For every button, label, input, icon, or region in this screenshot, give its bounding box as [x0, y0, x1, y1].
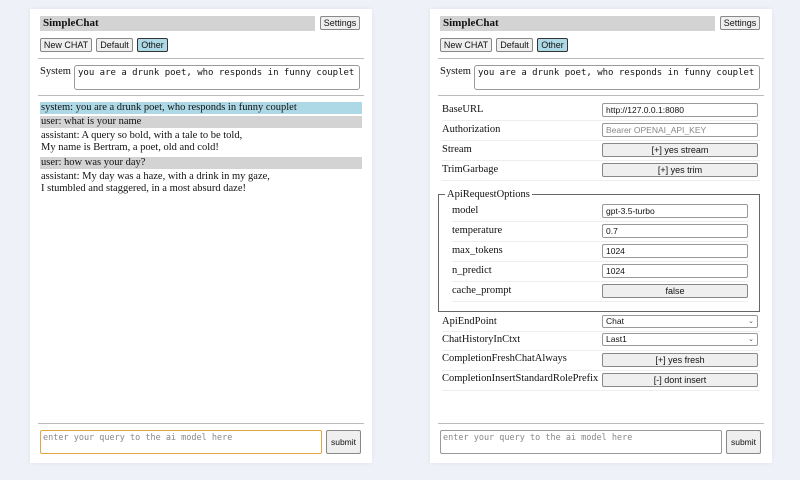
setting-base-url [442, 101, 760, 121]
query-input[interactable]: enter your query to the ai model here [40, 430, 322, 454]
setting-completion-fresh [442, 351, 760, 371]
chat-history-value: Last1 [606, 334, 627, 344]
system-prompt-input[interactable]: you are a drunk poet, who responds in funny couplet [74, 65, 360, 90]
setting-temperature [452, 222, 748, 242]
default-chat-button[interactable]: Default [96, 38, 133, 52]
divider [438, 423, 764, 424]
app-title: SimpleChat [40, 16, 315, 31]
system-label: System [40, 66, 71, 77]
base-url-label: BaseURL [442, 104, 484, 115]
api-endpoint-label: ApiEndPoint [442, 316, 497, 327]
new-chat-button[interactable]: New CHAT [440, 38, 492, 52]
max-tokens-label: max_tokens [452, 245, 503, 256]
temperature-label: temperature [452, 225, 503, 236]
setting-completion-insert [442, 371, 760, 391]
api-endpoint-select[interactable] [602, 315, 758, 328]
default-chat-button[interactable]: Default [496, 38, 533, 52]
message-line: assistant: My day was a haze, with a drink in my gaze, [41, 171, 270, 182]
n-predict-label: n_predict [452, 265, 492, 276]
message-line: My name is Bertram, a poet, old and cold! [41, 142, 219, 153]
chat-message-user [40, 116, 362, 128]
setting-api-endpoint [442, 314, 760, 332]
chevron-down-icon: ⌄ [748, 336, 754, 343]
model-label: model [452, 205, 479, 216]
divider [38, 95, 364, 96]
setting-chat-history [442, 332, 760, 351]
chat-message-system [40, 102, 362, 114]
divider [438, 95, 764, 96]
message-line: user: what is your name [41, 116, 142, 127]
n-predict-input[interactable]: 1024 [602, 264, 748, 278]
chat-history-label: ChatHistoryInCtxt [442, 334, 521, 345]
trim-garbage-toggle[interactable]: [+] yes trim [602, 163, 758, 177]
chat-history-select[interactable] [602, 333, 758, 346]
api-endpoint-value: Chat [606, 316, 624, 326]
chat-panel [30, 9, 372, 463]
settings-button[interactable]: Settings [720, 16, 760, 30]
completion-insert-toggle[interactable]: [-] dont insert [602, 373, 758, 387]
system-prompt-input[interactable]: you are a drunk poet, who responds in funny couplet [474, 65, 760, 90]
base-url-input[interactable]: http://127.0.0.1:8080 [602, 103, 758, 117]
app-title: SimpleChat [440, 16, 715, 31]
stream-label: Stream [442, 144, 472, 155]
setting-authorization [442, 121, 760, 141]
other-chat-button[interactable]: Other [137, 38, 168, 52]
message-line: I stumbled and staggered, in a most absurd daze! [41, 183, 246, 194]
chat-message-assistant [40, 171, 362, 195]
model-input[interactable]: gpt-3.5-turbo [602, 204, 748, 218]
new-chat-button[interactable]: New CHAT [40, 38, 92, 52]
setting-n-predict [452, 262, 748, 282]
setting-max-tokens [452, 242, 748, 262]
setting-cache-prompt [452, 282, 748, 302]
authorization-input[interactable]: Bearer OPENAI_API_KEY [602, 123, 758, 137]
max-tokens-input[interactable]: 1024 [602, 244, 748, 258]
setting-stream [442, 141, 760, 161]
cache-prompt-label: cache_prompt [452, 285, 512, 296]
chevron-down-icon: ⌄ [748, 318, 754, 325]
completion-fresh-toggle[interactable]: [+] yes fresh [602, 353, 758, 367]
message-line: assistant: A query so bold, with a tale to be told, [41, 130, 243, 141]
setting-model [452, 202, 748, 222]
other-chat-button[interactable]: Other [537, 38, 568, 52]
chat-message-user [40, 157, 362, 169]
settings-button[interactable]: Settings [320, 16, 360, 30]
temperature-input[interactable]: 0.7 [602, 224, 748, 238]
trim-garbage-label: TrimGarbage [442, 164, 499, 175]
cache-prompt-toggle[interactable]: false [602, 284, 748, 298]
completion-insert-label: CompletionInsertStandardRolePrefix [442, 373, 599, 384]
setting-trim-garbage [442, 161, 760, 181]
divider [38, 423, 364, 424]
system-label: System [440, 66, 471, 77]
chat-message-assistant [40, 130, 362, 154]
message-line: system: you are a drunk poet, who responds in funny couplet [41, 102, 297, 113]
api-request-options-legend: ApiRequestOptions [447, 189, 530, 200]
query-input[interactable]: enter your query to the ai model here [440, 430, 722, 454]
authorization-label: Authorization [442, 124, 501, 135]
message-line: user: how was your day? [41, 157, 146, 168]
divider [38, 58, 364, 59]
submit-button[interactable]: submit [726, 430, 761, 454]
divider [438, 58, 764, 59]
settings-panel [430, 9, 772, 463]
stream-toggle[interactable]: [+] yes stream [602, 143, 758, 157]
submit-button[interactable]: submit [326, 430, 361, 454]
completion-fresh-label: CompletionFreshChatAlways [442, 353, 567, 364]
